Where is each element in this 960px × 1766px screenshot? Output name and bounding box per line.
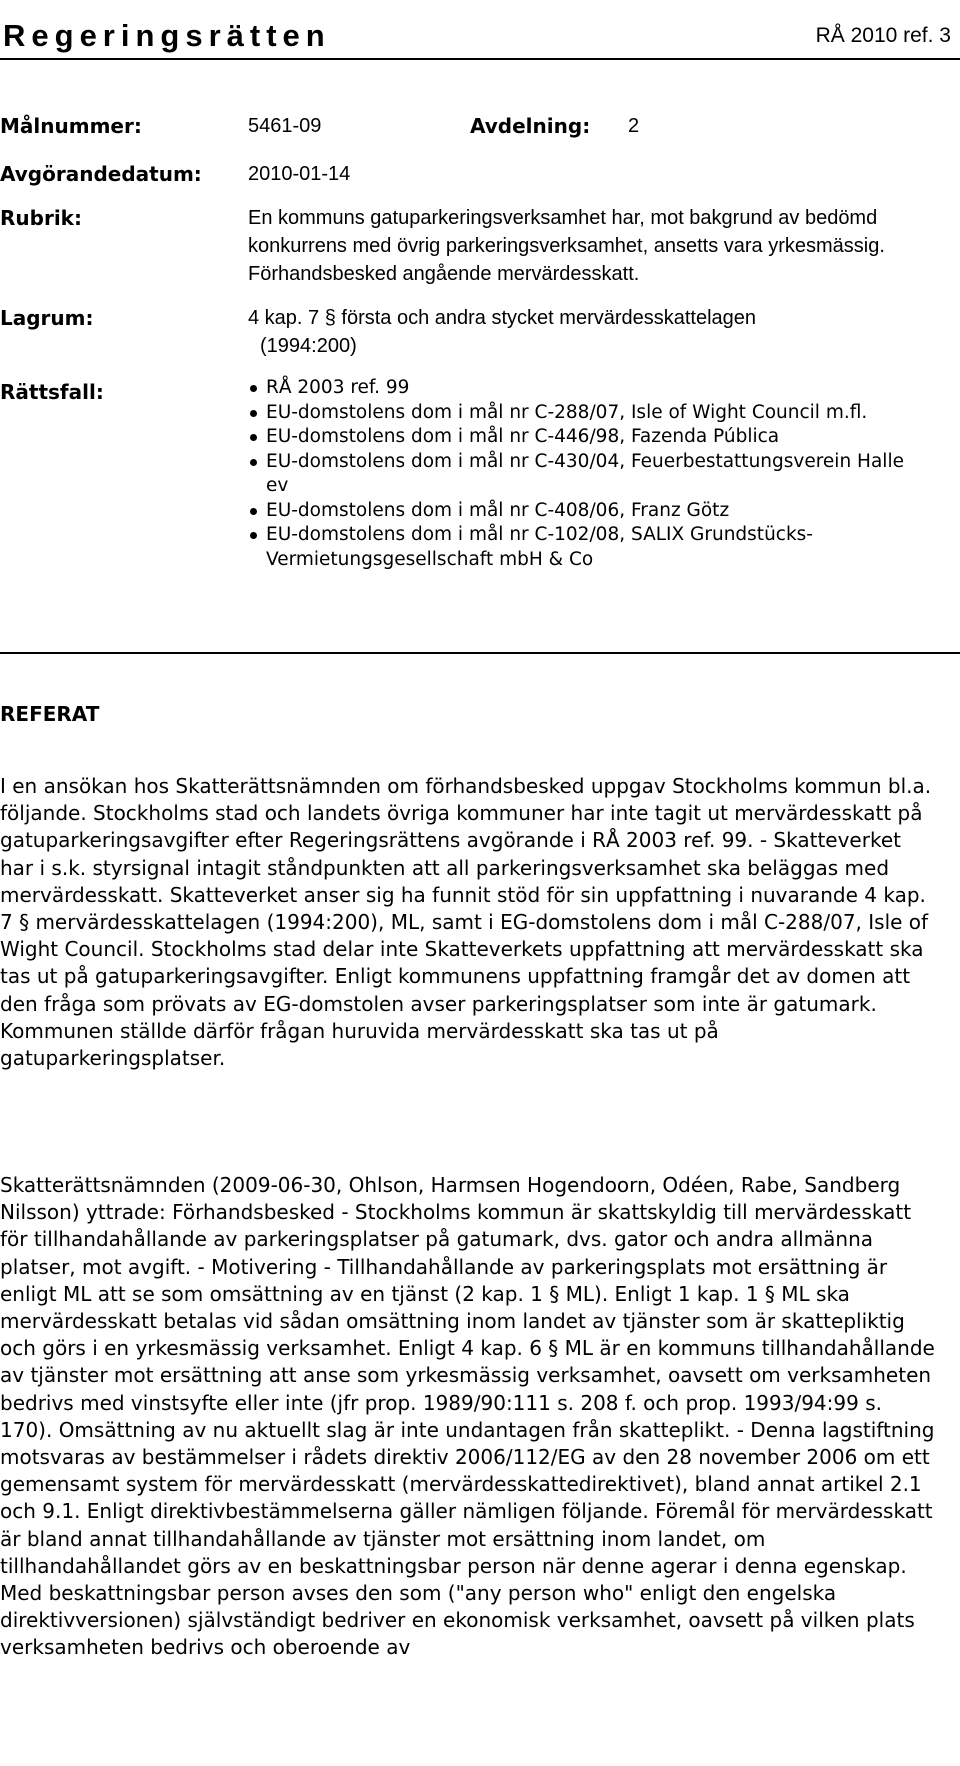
- rattsfall-item: EU-domstolens dom i mål nr C-408/06, Franz Götz: [246, 499, 926, 524]
- referat-heading: REFERAT: [0, 702, 100, 726]
- referat-paragraph-2: Skatterättsnämnden (2009-06-30, Ohlson, Harmsen Hogendoorn, Odéen, Rabe, Sandberg Nilsson) yttrade: Förhandsbesked - Stockholms kommun är skattskyldig till mervärdesskatt för tillhandahållande av parkeringsplatser på gatumark, dvs. gator och andra allmänna platser, mot avgift. - Motivering - Tillhandahållande av parkeringsplats mot ersättning är enligt ML att se som omsättning av en tjänst (2 kap. 1 § ML). Enligt 1 kap. 1 § ML ska mervärdesskatt betalas vid sådan omsättning inom landet av tjänster som är skattepliktig och görs i en yrkesmässig verksamhet. Enligt 4 kap. 6 § ML är en kommuns tillhandahållande av tjänster mot ersättning att anse som yrkesmässig verksamhet, oavsett om verksamheten bedrivs med vinstsyfte eller inte (jfr prop. 1989/90:111 s. 208 f. och prop. 1993/94:99 s. 170). Omsättning av nu aktuellt slag är inte undantagen från skatteplikt. - Denna lagstiftning motsvaras av bestämmelser i rådets direktiv 2006/112/EG av den 28 november 2006 om ett gemensamt system för mervärdesskatt (mervärdesskattedirektivet), bland annat artikel 2.1 och 9.1. Enligt direktivbestämmelserna gäller nämligen följande. Föremål för mervärdesskatt är bland annat tillhandahållande av tjänster mot ersättning inom landet, om tillhandahållandet görs av en beskattningsbar person när denne agerar i denna egenskap. Med beskattningsbar person avses den som ("any person who" enligt den engelska direktivversionen) självständigt bedriver en ekonomisk verksamhet, oavsett på vilken plats verksamheten bedrivs och oberoende av: [0, 1173, 935, 1660]
- rattsfall-label: Rättsfall:: [0, 380, 104, 404]
- court-title: Regeringsrätten: [3, 18, 331, 53]
- lagrum-label: Lagrum:: [0, 306, 94, 330]
- section-divider: [0, 652, 960, 654]
- rattsfall-item: EU-domstolens dom i mål nr C-288/07, Isle of Wight Council m.fl.: [246, 401, 926, 426]
- avdelning-label: Avdelning:: [470, 114, 591, 138]
- lagrum-line-1: 4 kap. 7 § första och andra stycket mervärdesskattelagen: [248, 307, 757, 329]
- malnummer-label: Målnummer:: [0, 114, 142, 138]
- lagrum-line-2: (1994:200): [260, 335, 357, 357]
- malnummer-value: 5461-09: [248, 115, 322, 137]
- rattsfall-item: EU-domstolens dom i mål nr C-446/98, Fazenda Pública: [246, 425, 926, 450]
- lagrum-text: [248, 304, 898, 360]
- avdelning-value: 2: [628, 115, 640, 137]
- rattsfall-item: EU-domstolens dom i mål nr C-102/08, SALIX Grundstücks-Vermietungsgesellschaft mbH & Co: [246, 523, 926, 572]
- rattsfall-item: RÅ 2003 ref. 99: [246, 376, 926, 401]
- page-header: [0, 14, 960, 58]
- referat-paragraph-1: I en ansökan hos Skatterättsnämnden om förhandsbesked uppgav Stockholms kommun bl.a. följande. Stockholms stad och landets övriga kommuner har inte tagit ut mervärdesskatt på gatuparkeringsavgifter efter Regeringsrättens avgörande i RÅ 2003 ref. 99. - Skatteverket har i s.k. styrsignal intagit ståndpunkten att all parkeringsverksamhet ska beläggas med mervärdesskatt. Skatteverket anser sig ha funnit stöd för sin uppfattning i nuvarande 4 kap. 7 § mervärdesskattelagen (1994:200), ML, samt i EG-domstolens dom i mål C-288/07, Isle of Wight Council. Stockholms stad delar inte Skatteverkets uppfattning att mervärdesskatt ska tas ut på gatuparkeringsavgifter. Enligt kommunens uppfattning framgår det av domen att den fråga som prövats av EG-domstolen avser parkeringsplatser som inte är gatumark. Kommunen ställde därför frågan huruvida mervärdesskatt ska tas ut på gatuparkeringsplatser.: [0, 774, 932, 1071]
- rubrik-label: Rubrik:: [0, 206, 82, 230]
- avgorandedatum-value: 2010-01-14: [248, 163, 351, 185]
- rubrik-text: En kommuns gatuparkeringsverksamhet har, mot bakgrund av bedömd konkurrens med övrig parkeringsverksamhet, ansetts vara yrkesmässig. Förhandsbesked angående mervärdesskatt.: [248, 207, 885, 285]
- avgorandedatum-label: Avgörandedatum:: [0, 162, 202, 186]
- rattsfall-list: [246, 376, 926, 572]
- rattsfall-item: EU-domstolens dom i mål nr C-430/04, Feuerbestattungsverein Halle ev: [246, 450, 926, 499]
- header-divider: [0, 58, 960, 60]
- case-reference: RÅ 2010 ref. 3: [815, 24, 951, 47]
